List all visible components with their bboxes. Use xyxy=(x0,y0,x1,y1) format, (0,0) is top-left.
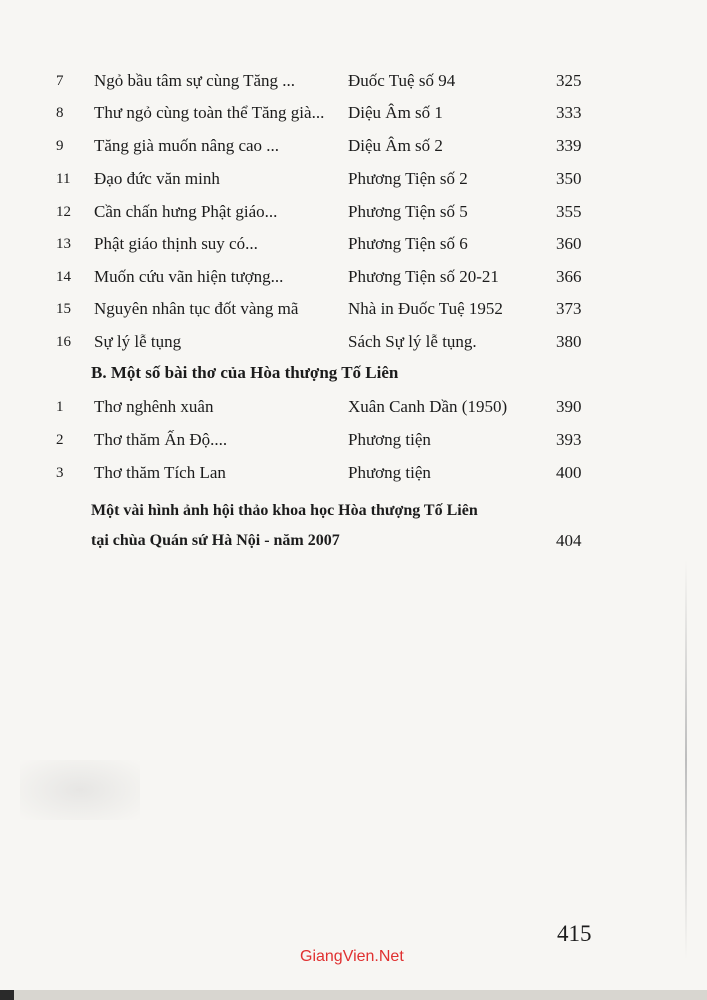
toc-page: 380 xyxy=(556,332,582,351)
toc-source: Xuân Canh Dần (1950) xyxy=(348,397,508,416)
toc-row xyxy=(0,98,707,128)
toc-row xyxy=(0,66,707,96)
toc-title: Phật giáo thịnh suy có... xyxy=(94,234,258,253)
toc-num: 16 xyxy=(56,334,71,350)
toc-title: Thơ nghênh xuân xyxy=(94,397,214,416)
toc-num: 2 xyxy=(56,432,64,448)
toc-num: 11 xyxy=(56,171,71,187)
toc-source: Sách Sự lý lễ tụng. xyxy=(348,332,477,351)
final-entry-line1: Một vài hình ảnh hội thảo khoa học Hòa thượng Tố Liên xyxy=(91,502,478,519)
toc-title: Muốn cứu vãn hiện tượng... xyxy=(94,267,284,286)
toc-num: 9 xyxy=(56,138,64,154)
toc-row xyxy=(0,392,707,422)
toc-num: 8 xyxy=(56,105,64,121)
watermark: GiangVien.Net xyxy=(300,948,404,965)
toc-title: Thơ thăm Ấn Độ.... xyxy=(94,430,228,449)
toc-source: Phương Tiện số 6 xyxy=(348,234,468,253)
toc-num: 14 xyxy=(56,269,71,285)
toc-page: 355 xyxy=(556,202,582,221)
toc-page: 350 xyxy=(556,169,582,188)
toc-row xyxy=(0,164,707,194)
toc-title: Thơ thăm Tích Lan xyxy=(94,463,226,482)
toc-row xyxy=(0,131,707,161)
toc-title: Sự lý lễ tụng xyxy=(94,332,182,351)
toc-title: Thư ngỏ cùng toàn thể Tăng già... xyxy=(94,103,325,122)
toc-num: 1 xyxy=(56,399,64,415)
toc-num: 7 xyxy=(56,73,64,89)
toc-title: Tăng già muốn nâng cao ... xyxy=(94,136,280,155)
toc-num: 13 xyxy=(56,236,71,252)
toc-source: Diệu Âm số 2 xyxy=(348,136,443,155)
scan-smudge xyxy=(20,760,140,820)
toc-row xyxy=(0,229,707,259)
toc-source: Phương Tiện số 2 xyxy=(348,169,468,188)
toc-title: Nguyên nhân tục đốt vàng mã xyxy=(94,299,299,318)
toc-row xyxy=(0,425,707,455)
toc-title: Đạo đức văn minh xyxy=(94,169,220,188)
toc-page: 390 xyxy=(556,397,582,416)
final-entry-line2: tại chùa Quán sứ Hà Nội - năm 2007 xyxy=(91,532,340,549)
toc-page: 366 xyxy=(556,267,582,286)
toc-source: Phương tiện xyxy=(348,463,431,482)
toc-source: Đuốc Tuệ số 94 xyxy=(348,71,456,90)
toc-page: 333 xyxy=(556,103,582,122)
final-entry-title xyxy=(91,496,551,556)
toc-source: Phương Tiện số 20-21 xyxy=(348,267,499,286)
toc-row xyxy=(0,458,707,488)
toc-page: 339 xyxy=(556,136,582,155)
toc-page: 325 xyxy=(556,71,582,90)
toc-page: 373 xyxy=(556,299,582,318)
page-number: 415 xyxy=(557,921,592,946)
toc-num: 12 xyxy=(56,204,71,220)
toc-row xyxy=(0,294,707,324)
toc-source: Nhà in Đuốc Tuệ 1952 xyxy=(348,299,503,318)
toc-title: Cần chấn hưng Phật giáo... xyxy=(94,202,278,221)
toc-num: 3 xyxy=(56,465,64,481)
toc-row xyxy=(0,262,707,292)
toc-source: Phương Tiện số 5 xyxy=(348,202,468,221)
scan-bottom-edge xyxy=(0,990,707,1000)
toc-page: 393 xyxy=(556,430,582,449)
section-b-heading: B. Một số bài thơ của Hòa thượng Tố Liên xyxy=(91,363,399,382)
toc-row xyxy=(0,197,707,227)
toc-row xyxy=(0,327,707,357)
final-entry-page: 404 xyxy=(556,531,582,550)
page-edge-shadow xyxy=(685,560,687,960)
toc-num: 15 xyxy=(56,301,71,317)
toc-source: Diệu Âm số 1 xyxy=(348,103,443,122)
toc-page: 400 xyxy=(556,463,582,482)
toc-source: Phương tiện xyxy=(348,430,431,449)
toc-page: 360 xyxy=(556,234,582,253)
toc-title: Ngỏ bầu tâm sự cùng Tăng ... xyxy=(94,71,296,90)
